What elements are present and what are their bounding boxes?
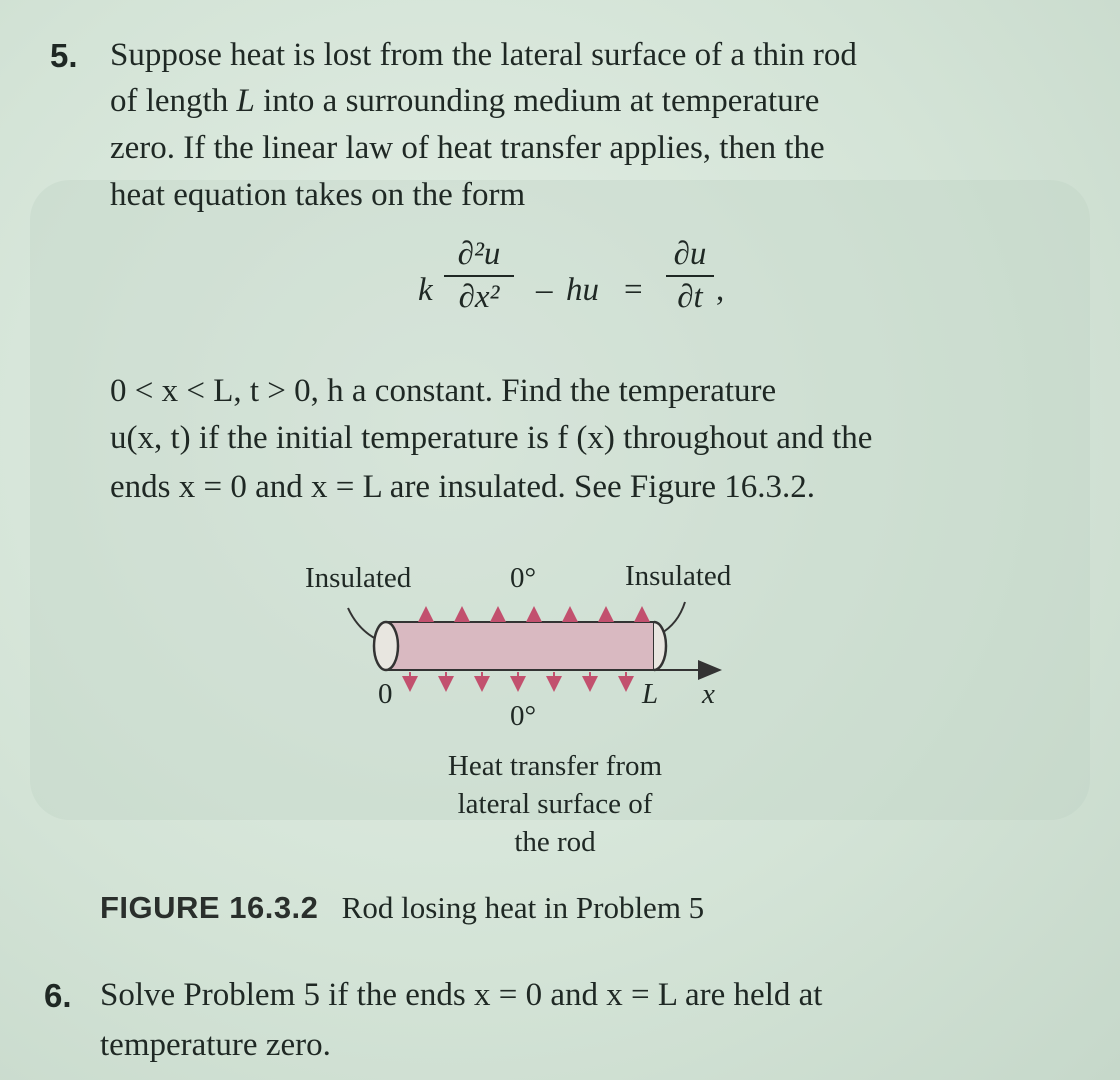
figure-caption-line-1: Heat transfer from xyxy=(447,750,663,782)
length-label: L xyxy=(642,678,659,710)
figure-caption-line-2: lateral surface of xyxy=(457,788,653,820)
eq-rhs-fraction xyxy=(666,236,714,316)
eq-comma: , xyxy=(716,272,725,308)
insulated-right-label: Insulated xyxy=(625,560,732,592)
eq-lhs-bar xyxy=(444,275,514,277)
line-2-start: of length xyxy=(110,83,229,119)
x-axis-label: x xyxy=(702,678,715,710)
bottom-temperature-label: 0° xyxy=(510,700,537,732)
figure-tag: FIGURE 16.3.2 xyxy=(100,890,319,925)
eq-rhs-num: ∂u xyxy=(673,236,707,272)
problem-5-line-1: Suppose heat is lost from the lateral surface of a thin rod xyxy=(110,37,857,73)
rod-diagram xyxy=(300,560,780,760)
length-symbol: L xyxy=(236,83,255,119)
eq-rhs-den: ∂t xyxy=(677,279,703,315)
bottom-heat-arrows xyxy=(410,672,626,688)
origin-label: 0 xyxy=(378,678,393,710)
insulated-left-pointer xyxy=(348,608,378,640)
eq-hu: hu xyxy=(566,272,599,308)
top-heat-arrows xyxy=(426,610,642,622)
figure-caption-line-3: the rod xyxy=(514,826,596,858)
eq-equals: = xyxy=(624,272,643,308)
problem-6-number: 6. xyxy=(44,977,72,1014)
line-2-end: into a surrounding medium at temperature xyxy=(263,83,820,119)
eq-minus: – xyxy=(536,272,553,308)
heat-equation xyxy=(418,236,738,336)
eq-lhs-num: ∂²u xyxy=(457,236,501,272)
rod-right-end xyxy=(654,622,666,670)
figure-caption-text: Rod losing heat in Problem 5 xyxy=(341,890,705,925)
insulated-left-label: Insulated xyxy=(305,562,412,594)
figure-caption xyxy=(100,890,704,926)
eq-rhs-bar xyxy=(666,275,714,277)
eq-lhs-fraction xyxy=(444,236,514,316)
conditions-line-1: 0 < x < L, t > 0, h a constant. Find the temperature xyxy=(110,373,777,409)
eq-k: k xyxy=(418,272,433,308)
problem-5-line-2 xyxy=(110,76,819,127)
problem-6-line-1: Solve Problem 5 if the ends x = 0 and x = L are held at xyxy=(100,977,823,1013)
top-temperature-label: 0° xyxy=(510,562,537,594)
problem-5-number: 5. xyxy=(50,37,78,74)
conditions-line-2: u(x, t) if the initial temperature is f (x) throughout and the xyxy=(110,420,873,456)
rod-left-end xyxy=(374,622,398,670)
eq-lhs-den: ∂x² xyxy=(458,279,500,315)
problem-5-line-4: heat equation takes on the form xyxy=(110,177,526,213)
problem-6-line-2: temperature zero. xyxy=(100,1027,331,1063)
problem-5-line-3: zero. If the linear law of heat transfer applies, then the xyxy=(110,130,825,166)
rod-body xyxy=(386,622,654,670)
conditions-line-3: ends x = 0 and x = L are insulated. See Figure 16.3.2. xyxy=(110,469,816,505)
